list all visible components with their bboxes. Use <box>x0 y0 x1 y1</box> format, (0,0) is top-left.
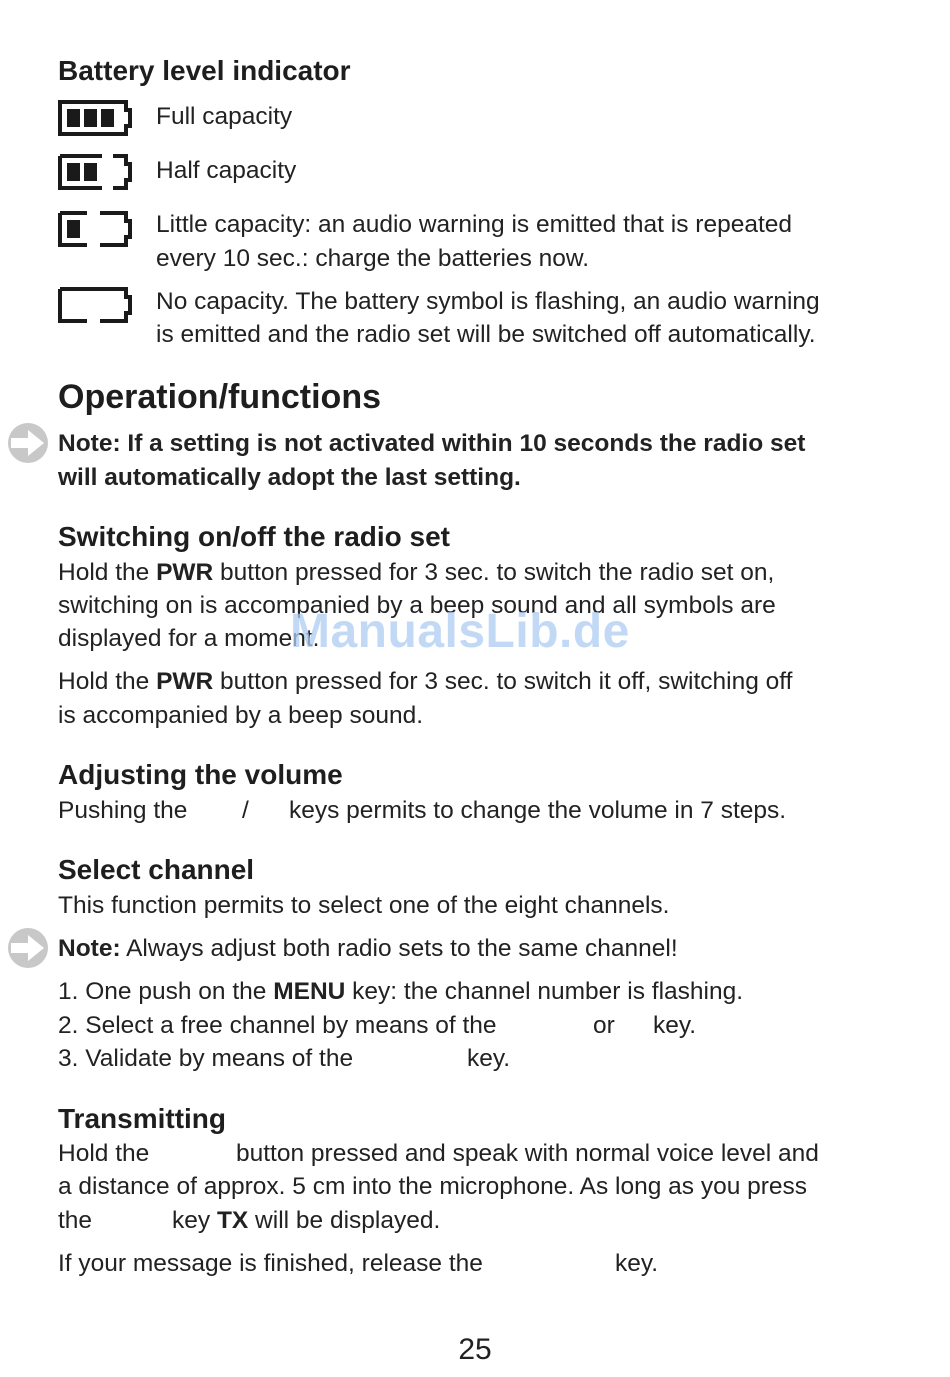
channel-step-2b: or <box>593 1012 615 1039</box>
battery-empty-line1: No capacity. The battery symbol is flashing, an audio warning <box>156 288 820 315</box>
battery-empty-line2: is emitted and the radio set will be switched off automatically. <box>156 321 816 348</box>
channel-step-3b: key. <box>467 1045 511 1072</box>
battery-section-title: Battery level indicator <box>58 55 351 86</box>
transmitting-line1b: button pressed and speak with normal voice level and <box>236 1140 819 1167</box>
transmitting-line3b: key TX will be displayed. <box>172 1207 441 1234</box>
transmitting-line3a: the <box>58 1207 93 1234</box>
channel-step-2c: key. <box>653 1012 697 1039</box>
channel-step-2a: 2. Select a free channel by means of the <box>58 1012 497 1039</box>
switching-p1-line1: Hold the PWR button pressed for 3 sec. to switch the radio set on, <box>58 559 775 586</box>
battery-half-icon <box>57 153 133 191</box>
operation-note-line1: Note: If a setting is not activated within 10 seconds the radio set <box>58 430 806 457</box>
transmitting-line4a: If your message is finished, release the <box>58 1250 483 1277</box>
battery-low-line2: every 10 sec.: charge the batteries now. <box>156 245 590 272</box>
volume-title: Adjusting the volume <box>58 759 343 790</box>
switching-p2-line2: is accompanied by a beep sound. <box>58 702 424 729</box>
transmitting-line2: a distance of approx. 5 cm into the microphone. As long as you press <box>58 1173 808 1200</box>
operation-title: Operation/functions <box>58 378 381 416</box>
channel-intro: This function permits to select one of the eight channels. <box>58 892 670 919</box>
switching-p1-line3: displayed for a moment. <box>58 625 320 652</box>
channel-title: Select channel <box>58 854 255 885</box>
volume-text-a: Pushing the <box>58 797 188 824</box>
channel-step-3a: 3. Validate by means of the <box>58 1045 354 1072</box>
battery-half-label: Half capacity <box>156 157 297 184</box>
transmitting-line4b: key. <box>615 1250 659 1277</box>
note-arrow-icon <box>7 422 49 464</box>
battery-low-line1: Little capacity: an audio warning is emitted that is repeated <box>156 211 793 238</box>
transmitting-title: Transmitting <box>58 1103 227 1134</box>
volume-text-b: keys permits to change the volume in 7 steps. <box>289 797 787 824</box>
transmitting-line1a: Hold the <box>58 1140 150 1167</box>
watermark: ManualsLib.de <box>290 605 630 658</box>
volume-text-slash: / <box>242 797 249 824</box>
battery-low-icon <box>57 210 133 248</box>
note-arrow-icon <box>7 927 49 969</box>
battery-full-label: Full capacity <box>156 103 293 130</box>
channel-step-1: 1. One push on the MENU key: the channel number is flashing. <box>58 978 744 1005</box>
operation-note-line2: will automatically adopt the last setting. <box>58 464 521 491</box>
channel-note: Note: Always adjust both radio sets to the same channel! <box>58 935 678 962</box>
battery-empty-icon <box>57 286 133 324</box>
switching-title: Switching on/off the radio set <box>58 521 450 552</box>
battery-full-icon <box>57 99 133 137</box>
switching-p1-line2: switching on is accompanied by a beep sound and all symbols are <box>58 592 776 619</box>
page-number: 25 <box>458 1333 492 1366</box>
switching-p2-line1: Hold the PWR button pressed for 3 sec. to switch it off, switching off <box>58 668 793 695</box>
